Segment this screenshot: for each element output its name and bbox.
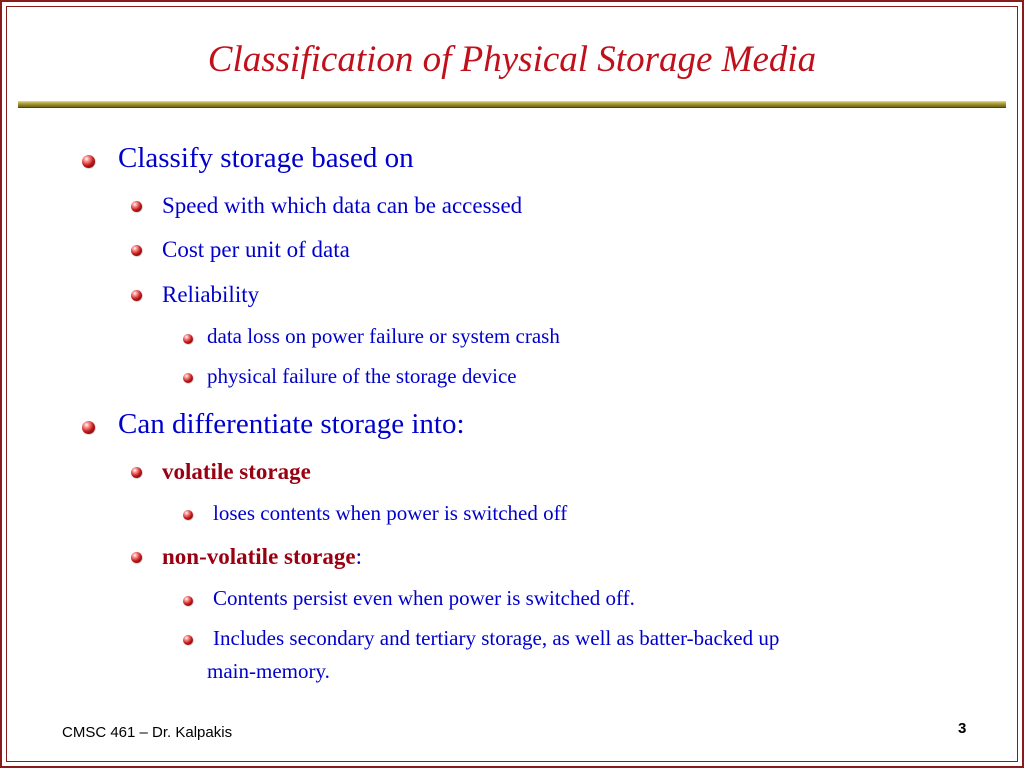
- bullet-text: volatile storage: [162, 459, 311, 484]
- bullet-text: Classify storage based on: [118, 142, 414, 174]
- bullet-icon: [183, 334, 193, 344]
- bullet-icon: [131, 245, 142, 256]
- bullet-text: Speed with which data can be accessed: [162, 193, 523, 218]
- bullet-icon: [131, 552, 142, 563]
- slide-title: Classification of Physical Storage Media: [207, 39, 817, 80]
- bullet-suffix: :: [355, 544, 362, 569]
- bullet-icon: [131, 290, 142, 301]
- bullet-text: Reliability: [162, 282, 260, 307]
- bullet-text: physical failure of the storage device: [207, 364, 517, 388]
- emphasis-text: non-volatile storage: [162, 544, 356, 569]
- bullet-text: loses contents when power is switched off: [213, 501, 568, 525]
- bullet-icon: [183, 373, 193, 383]
- bullet-text: Includes secondary and tertiary storage, as well as batter-backed up: [213, 626, 780, 650]
- bullet-icon: [183, 635, 193, 645]
- bullet-icon: [183, 510, 193, 520]
- page-number: 3: [958, 720, 967, 737]
- bullet-icon: [82, 155, 95, 168]
- bullet-text: data loss on power failure or system crash: [207, 324, 560, 348]
- bullet-text: Contents persist even when power is switched off.: [213, 586, 635, 610]
- bullet-icon: [82, 421, 95, 434]
- bullet-icon: [131, 467, 142, 478]
- bullet-text: Can differentiate storage into:: [118, 408, 465, 440]
- bullet-text: Cost per unit of data: [162, 237, 350, 262]
- title-divider: [18, 101, 1006, 107]
- bullet-text-continuation: main-memory.: [207, 659, 330, 683]
- footer-course: CMSC 461 – Dr. Kalpakis: [62, 724, 233, 741]
- bullet-icon: [183, 596, 193, 606]
- bullet-icon: [131, 201, 142, 212]
- bullet-text: [162, 543, 362, 571]
